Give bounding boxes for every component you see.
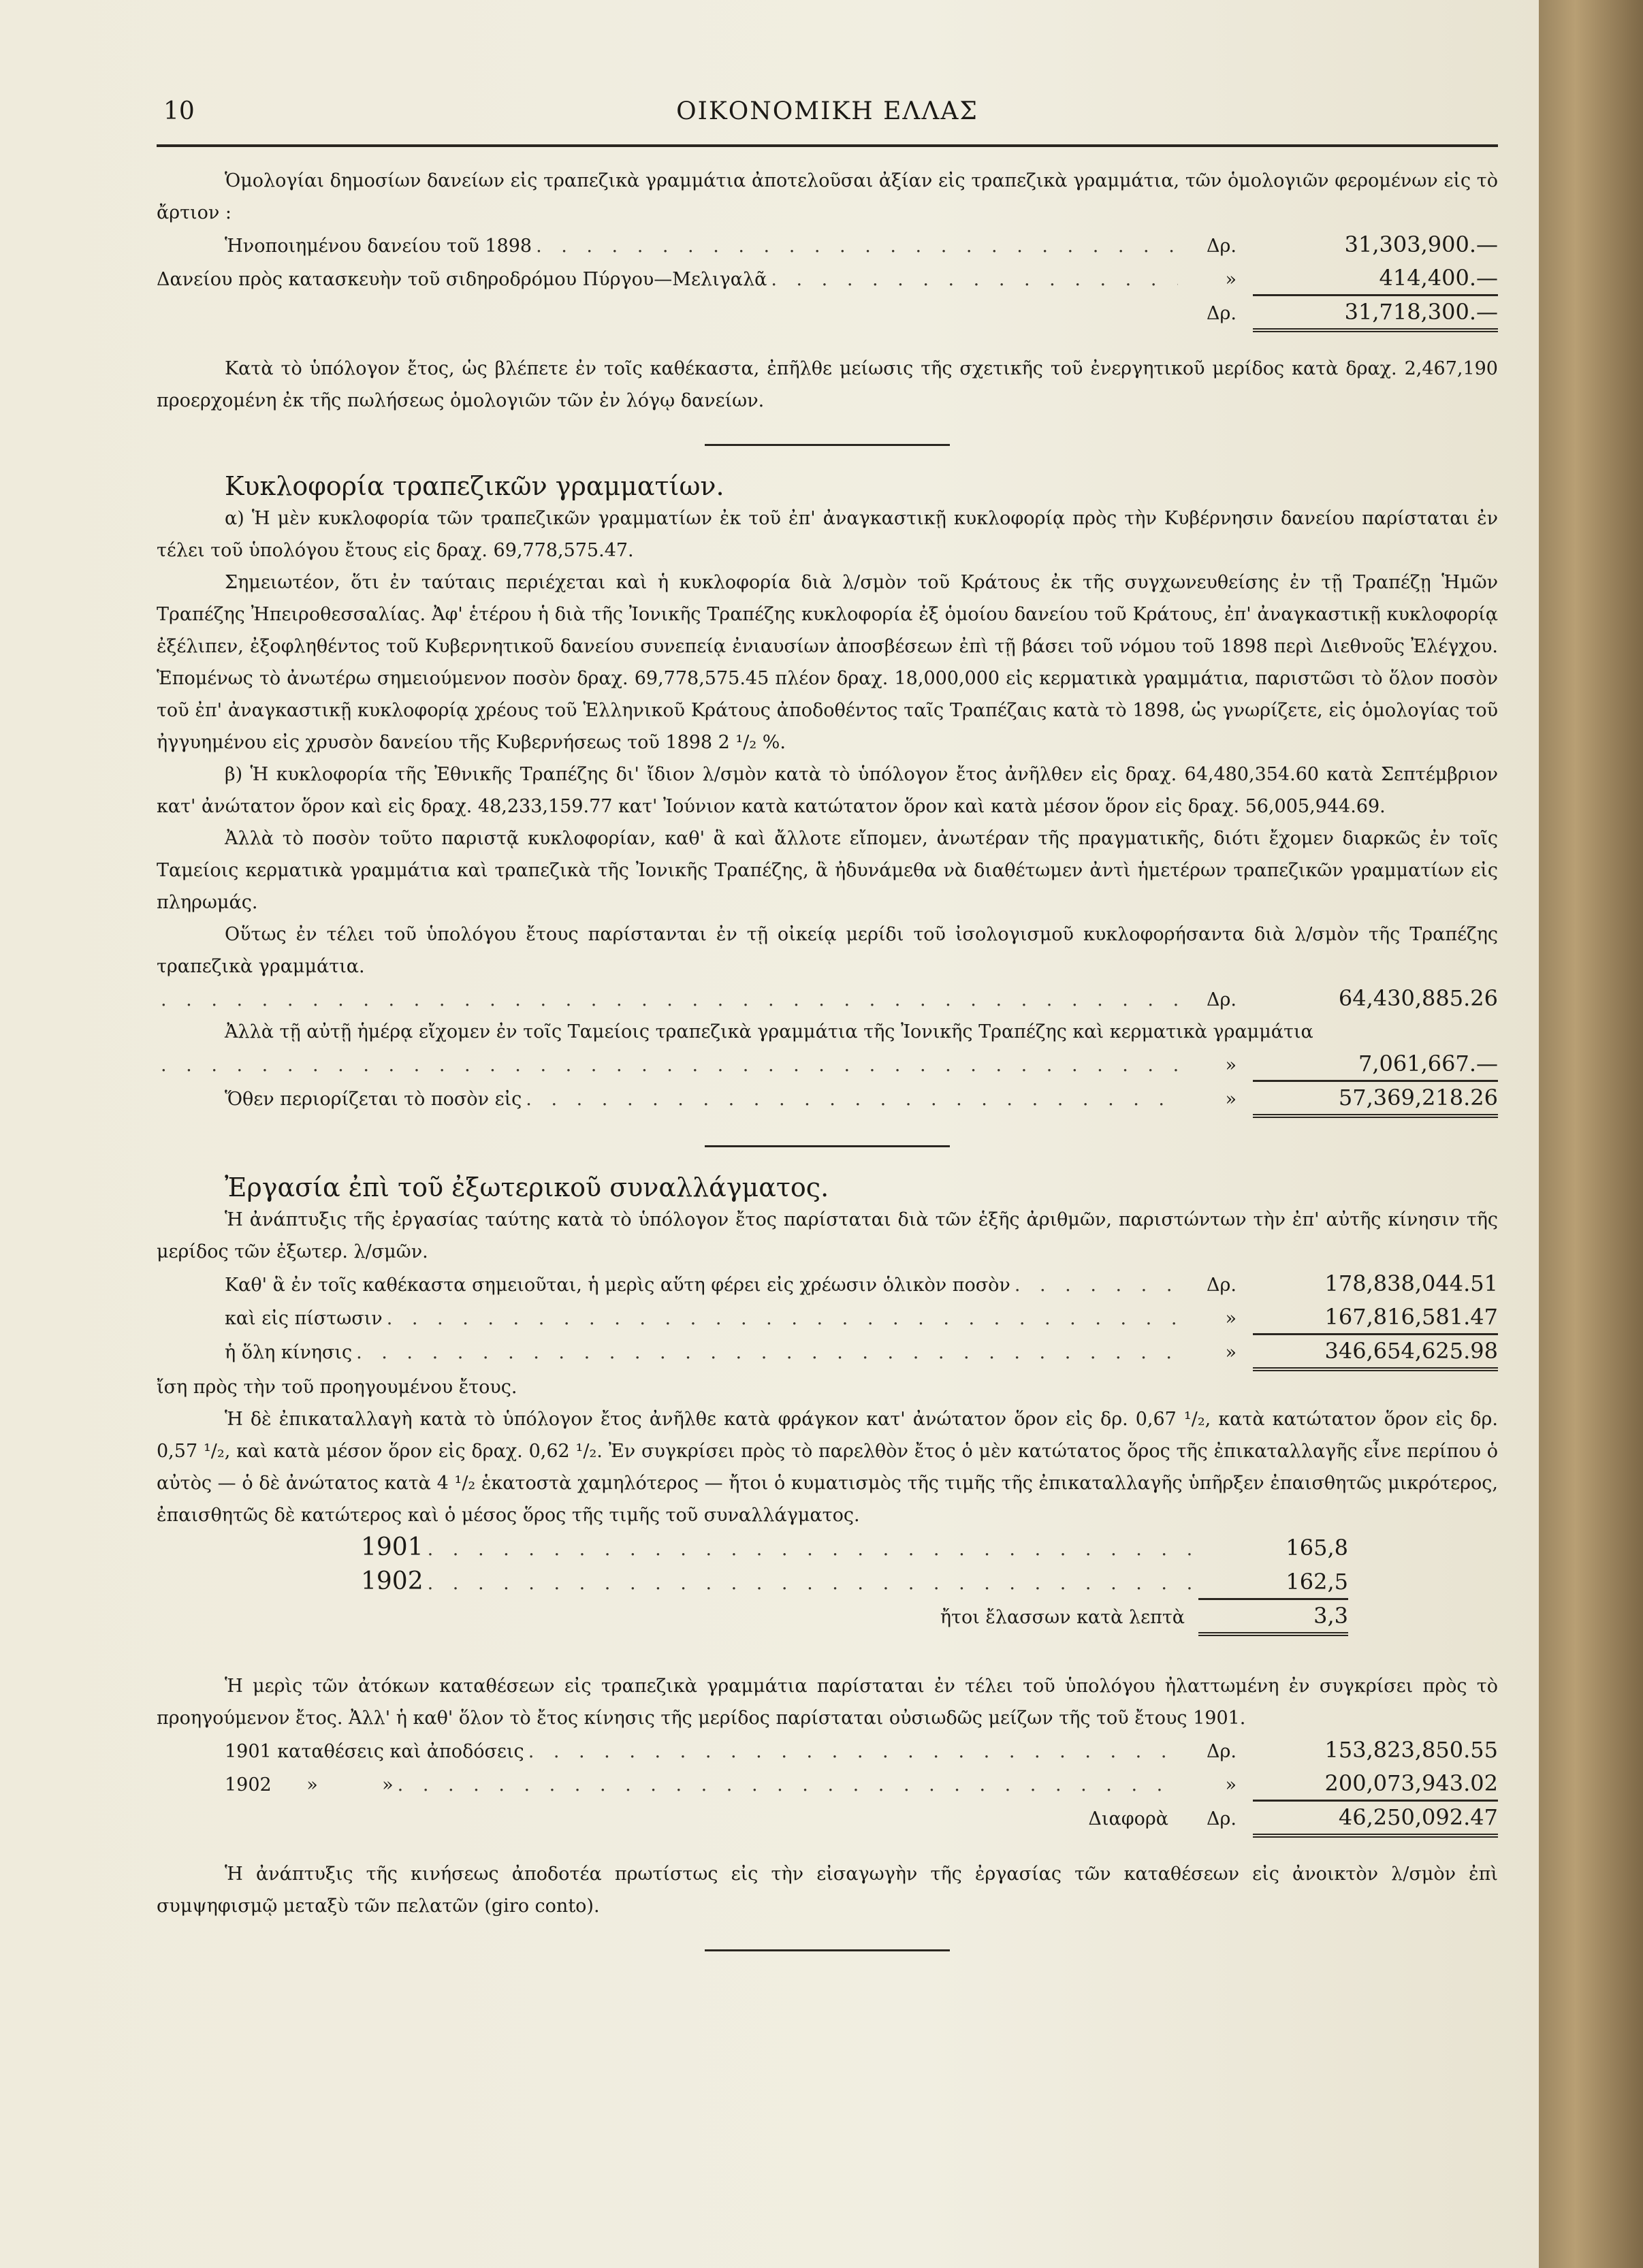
book-spine [1539,0,1643,2268]
ledger-currency: » [1225,1055,1237,1076]
ledger-amount: 167,816,581.47 [1253,1301,1498,1335]
ledger-label: ἡ ὅλη κίνησις [225,1342,353,1363]
ledger-amount: 178,838,044.51 [1324,1271,1498,1296]
paragraph: α) Ἡ μὲν κυκλοφορία τῶν τραπεζικῶν γραμματίων ἐκ τοῦ ἐπ' ἀναγκαστικῇ κυκλοφορίᾳ πρὸς τὴν Κυβέρνησιν δανείου παρίσταται ἐν τέλει τοῦ ὑπολόγου ἔτους εἰς δραχ. 69,778,575.47. [157,508,1498,561]
ledger-currency: Δρ. [1207,1741,1237,1762]
page-content [157,95,1498,1976]
ledger-currency: » [1225,269,1237,290]
ledger-label: καὶ εἰς πίστωσιν [225,1308,383,1329]
paragraph: Ἡ ἀνάπτυξις τῆς κινήσεως ἀποδοτέα πρωτίστως εἰς τὴν εἰσαγωγὴν τῆς ἐργασίας τῶν καταθέσεων εἰς ἀνοικτὸν λ/σμὸν ἐπὶ συμψηφισμῷ μεταξὺ τῶν πελατῶν (giro conto). [157,1864,1498,1917]
ledger-currency: Δρ. [1207,303,1237,324]
leader-dots [771,263,1178,296]
paragraph: Ἡ μερὶς τῶν ἀτόκων καταθέσεων εἰς τραπεζικὰ γραμμάτια παρίσταται ἐν τέλει τοῦ ὑπολόγου ἠλαττωμένη ἐν συγκρίσει πρὸς τὸ προηγούμενον ἔτος. Ἀλλ' ἡ καθ' ὅλον τὸ ἔτος κίνησις τῆς μερίδος παρίσταται οὐσιωδῶς μείζων τῆς τοῦ ἔτους 1901. [157,1676,1498,1729]
ledger-label: Δανείου πρὸς κατασκευὴν τοῦ σιδηροδρόμου Πύργου—Μελιγαλᾶ [157,269,767,290]
paragraph: Σημειωτέον, ὅτι ἐν ταύταις περιέχεται καὶ ἡ κυκλοφορία διὰ λ/σμὸν τοῦ Κράτους ἐκ τῆς συγχωνευθείσης ἐν τῇ Τραπέζῃ Ἡμῶν Τραπέζης Ἠπειροθεσσαλίας. Ἀφ' ἑτέρου ἡ διὰ τῆς Ἰονικῆς Τραπέζης κυκλοφορία ἐξ ὁμοίου δανείου τοῦ Κράτους, ἐπ' ἀναγκαστικῇ κυκλοφορίᾳ ἐξέλιπεν, ἐξοφληθέντος τοῦ Κυβερνητικοῦ δανείου συνεπείᾳ ἐνιαυσίων ἀποσβέσεων ἐπὶ τῇ βάσει τοῦ νόμου τοῦ 1898 περὶ Διεθνοῦς Ἐλέγχου. Ἑπομένως τὸ ἀνωτέρω σημειούμενον ποσὸν δραχ. 69,778,575.45 πλέον δραχ. 18,000,000 εἰς κερματικὰ γραμμάτια, παριστῶσι τὸ ὅλον ποσὸν τοῦ ἐπ' ἀναγκαστικῇ κυκλοφορίᾳ χρέους τοῦ Ἑλληνικοῦ Κράτους ἀποδοθέντος ταῖς Τραπέζαις κατὰ τὸ 1898, ὡς γνωρίζετε, εἰς ὁμολογίας τοῦ ἠγγυημένου εἰς χρυσὸν δανείου τῆς Κυβερνήσεως τοῦ 1898 2 ¹/₂ %. [157,572,1498,753]
ledger-row [157,1565,1498,1600]
ledger-amount: 414,400.— [1253,262,1498,296]
ledger-currency: » [1225,1774,1237,1795]
ledger-currency: » [1225,1308,1237,1329]
leader-dots [161,1049,1178,1081]
leader-dots [528,1736,1178,1768]
section-separator [705,1145,950,1147]
ledger-label: Διαφορὰ [1088,1808,1168,1830]
ledger-label: 1901 [361,1533,424,1561]
ledger-currency: Δρ. [1207,1275,1237,1296]
section-heading: Κυκλοφορία τραπεζικῶν γραμματίων. [225,471,724,501]
ledger-row [157,262,1498,296]
ledger-row [157,1268,1498,1301]
ledger-amount: 200,073,943.02 [1253,1768,1498,1802]
ledger-currency: » [1225,1342,1237,1363]
ledger-amount: 153,823,850.55 [1324,1737,1498,1763]
ledger-currency: Δρ. [1207,1808,1237,1830]
paragraph: β) Ἡ κυκλοφορία τῆς Ἐθνικῆς Τραπέζης δι' ἴδιον λ/σμὸν κατὰ τὸ ὑπόλογον ἔτος ἀνῆλθεν εἰς δραχ. 64,480,354.60 κατὰ Σεπτέμβριον κατ' ἀνώτατον ὅρον καὶ εἰς δραχ. 48,233,159.77 κατ' Ἰούνιον κατὰ κατώτατον ὅρον καὶ κατὰ μέσον ὅρον εἰς δραχ. 56,005,944.69. [157,764,1498,817]
ledger-total-row [157,1082,1498,1118]
ledger-currency: Δρ. [1207,236,1237,257]
ledger-row [157,983,1498,1016]
ledger-row [157,229,1498,262]
ledger-label: Ὅθεν περιορίζεται τὸ ποσὸν εἰς [225,1089,522,1110]
leader-dots [536,230,1178,262]
page-header [157,95,1498,136]
leader-dots [161,984,1178,1016]
ledger-amount: 7,061,667.— [1253,1048,1498,1082]
leader-dots [1015,1269,1178,1301]
ledger-label: Καθ' ἃ ἐν τοῖς καθέκαστα σημειοῦται, ἡ μερὶς αὕτη φέρει εἰς χρέωσιν ὁλικὸν ποσὸν [225,1275,1010,1296]
ledger-label: 1901 καταθέσεις καὶ ἀποδόσεις [225,1741,524,1762]
leader-dots [387,1303,1178,1335]
leader-dots [356,1337,1178,1369]
ledger-row [157,1768,1498,1802]
paragraph: Οὕτως ἐν τέλει τοῦ ὑπολόγου ἔτους παρίστανται ἐν τῇ οἰκείᾳ μερίδι τοῦ ἰσολογισμοῦ κυκλοφορήσαντα διὰ λ/σμὸν τῆς Τραπέζης τραπεζικὰ γραμμάτια. [157,924,1498,977]
ledger-amount: 46,250,092.47 [1253,1802,1498,1838]
ledger-amount: 346,654,625.98 [1253,1335,1498,1371]
section1-note: Κατὰ τὸ ὑπόλογον ἔτος, ὡς βλέπετε ἐν τοῖς καθέκαστα, ἐπῆλθε μείωσις τῆς σχετικῆς τοῦ ἐνεργητικοῦ μερίδος κατὰ δραχ. 2,467,190 προερχομένη ἐκ τῆς πωλήσεως ὁμολογιῶν τῶν ἐν λόγῳ δανείων. [157,358,1498,411]
ledger-amount: 165,8 [1286,1535,1348,1561]
leader-dots [428,1567,1194,1599]
paragraph: ἴση πρὸς τὴν τοῦ προηγουμένου ἔτους. [157,1377,517,1398]
ledger-amount: 162,5 [1198,1566,1348,1600]
section1-intro: Ὁμολογίαι δημοσίων δανείων εἰς τραπεζικὰ γραμμάτια ἀποτελοῦσαι ἀξίαν εἰς τραπεζικὰ γραμμάτια, τῶν ὁμολογιῶν φερομένων εἰς τὸ ἄρτιον : [157,170,1498,223]
ledger-row [157,1048,1498,1082]
paragraph: Ἡ ἀνάπτυξις τῆς ἐργασίας ταύτης κατὰ τὸ ὑπόλογον ἔτος παρίσταται διὰ τῶν ἑξῆς ἀριθμῶν, παριστώντων τὴν ἐπ' αὐτῆς κίνησιν τῆς μερίδος τῶν ἐξωτερ. λ/σμῶν. [157,1209,1498,1262]
ledger-row [157,1734,1498,1768]
ledger-amount: 64,430,885.26 [1338,985,1498,1011]
leader-dots [526,1083,1178,1115]
paragraph: Ἡ δὲ ἐπικαταλλαγὴ κατὰ τὸ ὑπόλογον ἔτος ἀνῆλθε κατὰ φράγκον κατ' ἀνώτατον ὅρον εἰς δρ. 0,67 ¹/₂, κατὰ κατώτατον ὅρον εἰς δρ. 0,57 ¹/₂, καὶ κατὰ μέσον ὅρον εἰς δραχ. 0,62 ¹/₂. Ἐν συγκρίσει πρὸς τὸ παρελθὸν ἔτος ὁ μὲν κατώτατος ὅρος τῆς ἐπικαταλλαγῆς εἶνε περίπου ὁ αὐτὸς — ὁ δὲ ἀνώτατος κατὰ 4 ¹/₂ ἑκατοστὰ χαμηλότερος — ἤτοι ὁ κυματισμὸς τῆς τιμῆς τῆς ἐπικαταλλαγῆς ὑπῆρξεν ἐπαισθητῶς μικρότερος, ἐπαισθητῶς δὲ κατώτερος καὶ ὁ μέσος ὅρος τῆς τιμῆς τοῦ συναλλάγματος. [157,1409,1498,1526]
ledger-total-row [157,1802,1498,1838]
ledger-amount: 31,303,900.— [1344,231,1498,257]
ledger-amount: 3,3 [1198,1600,1348,1636]
ledger-amount: 57,369,218.26 [1253,1082,1498,1118]
ledger-label: ἤτοι ἔλασσων κατὰ λεπτὰ [940,1607,1185,1628]
ledger-label: 1902 » » [225,1774,394,1795]
paragraph: Ἀλλὰ τὸ ποσὸν τοῦτο παριστᾷ κυκλοφορίαν, καθ' ἃ καὶ ἄλλοτε εἴπομεν, ἀνωτέραν τῆς πραγματικῆς, διότι ἔχομεν διαρκῶς ἐν τοῖς Ταμείοις κερματικὰ γραμμάτια καὶ τραπεζικὰ τῆς Ἰονικῆς Τραπέζης, ἃ ἠδυνάμεθα νὰ διαθέτωμεν ἀντὶ ἡμετέρων τραπεζικῶν γραμματίων εἰς πληρωμάς. [157,828,1498,913]
header-rule [157,144,1498,147]
ledger-currency: » [1225,1089,1237,1110]
running-title: ΟΙΚΟΝΟΜΙΚΗ ΕΛΛΑΣ [676,97,978,125]
ledger-label: 1902 [361,1567,424,1595]
leader-dots [428,1533,1194,1565]
section-heading: Ἐργασία ἐπὶ τοῦ ἐξωτερικοῦ συναλλάγματος. [225,1172,829,1202]
paragraph: Ἀλλὰ τῇ αὐτῇ ἡμέρᾳ εἴχομεν ἐν τοῖς Ταμείοις τραπεζικὰ γραμμάτια τῆς Ἰονικῆς Τραπέζης καὶ κερματικὰ γραμμάτια [225,1021,1313,1042]
ledger-label: Ἡνοποιημένου δανείου τοῦ 1898 [225,236,532,257]
ledger-total-row [157,296,1498,332]
section-separator [705,1949,950,1951]
ledger-total-row [157,1335,1498,1371]
ledger-total-row [157,1600,1498,1636]
page-number: 10 [163,97,195,125]
ledger-amount: 31,718,300.— [1253,296,1498,332]
leader-dots [398,1769,1178,1801]
ledger-currency: Δρ. [1207,989,1237,1010]
section-separator [705,444,950,446]
ledger-row [157,1301,1498,1335]
ledger-row [157,1531,1498,1565]
